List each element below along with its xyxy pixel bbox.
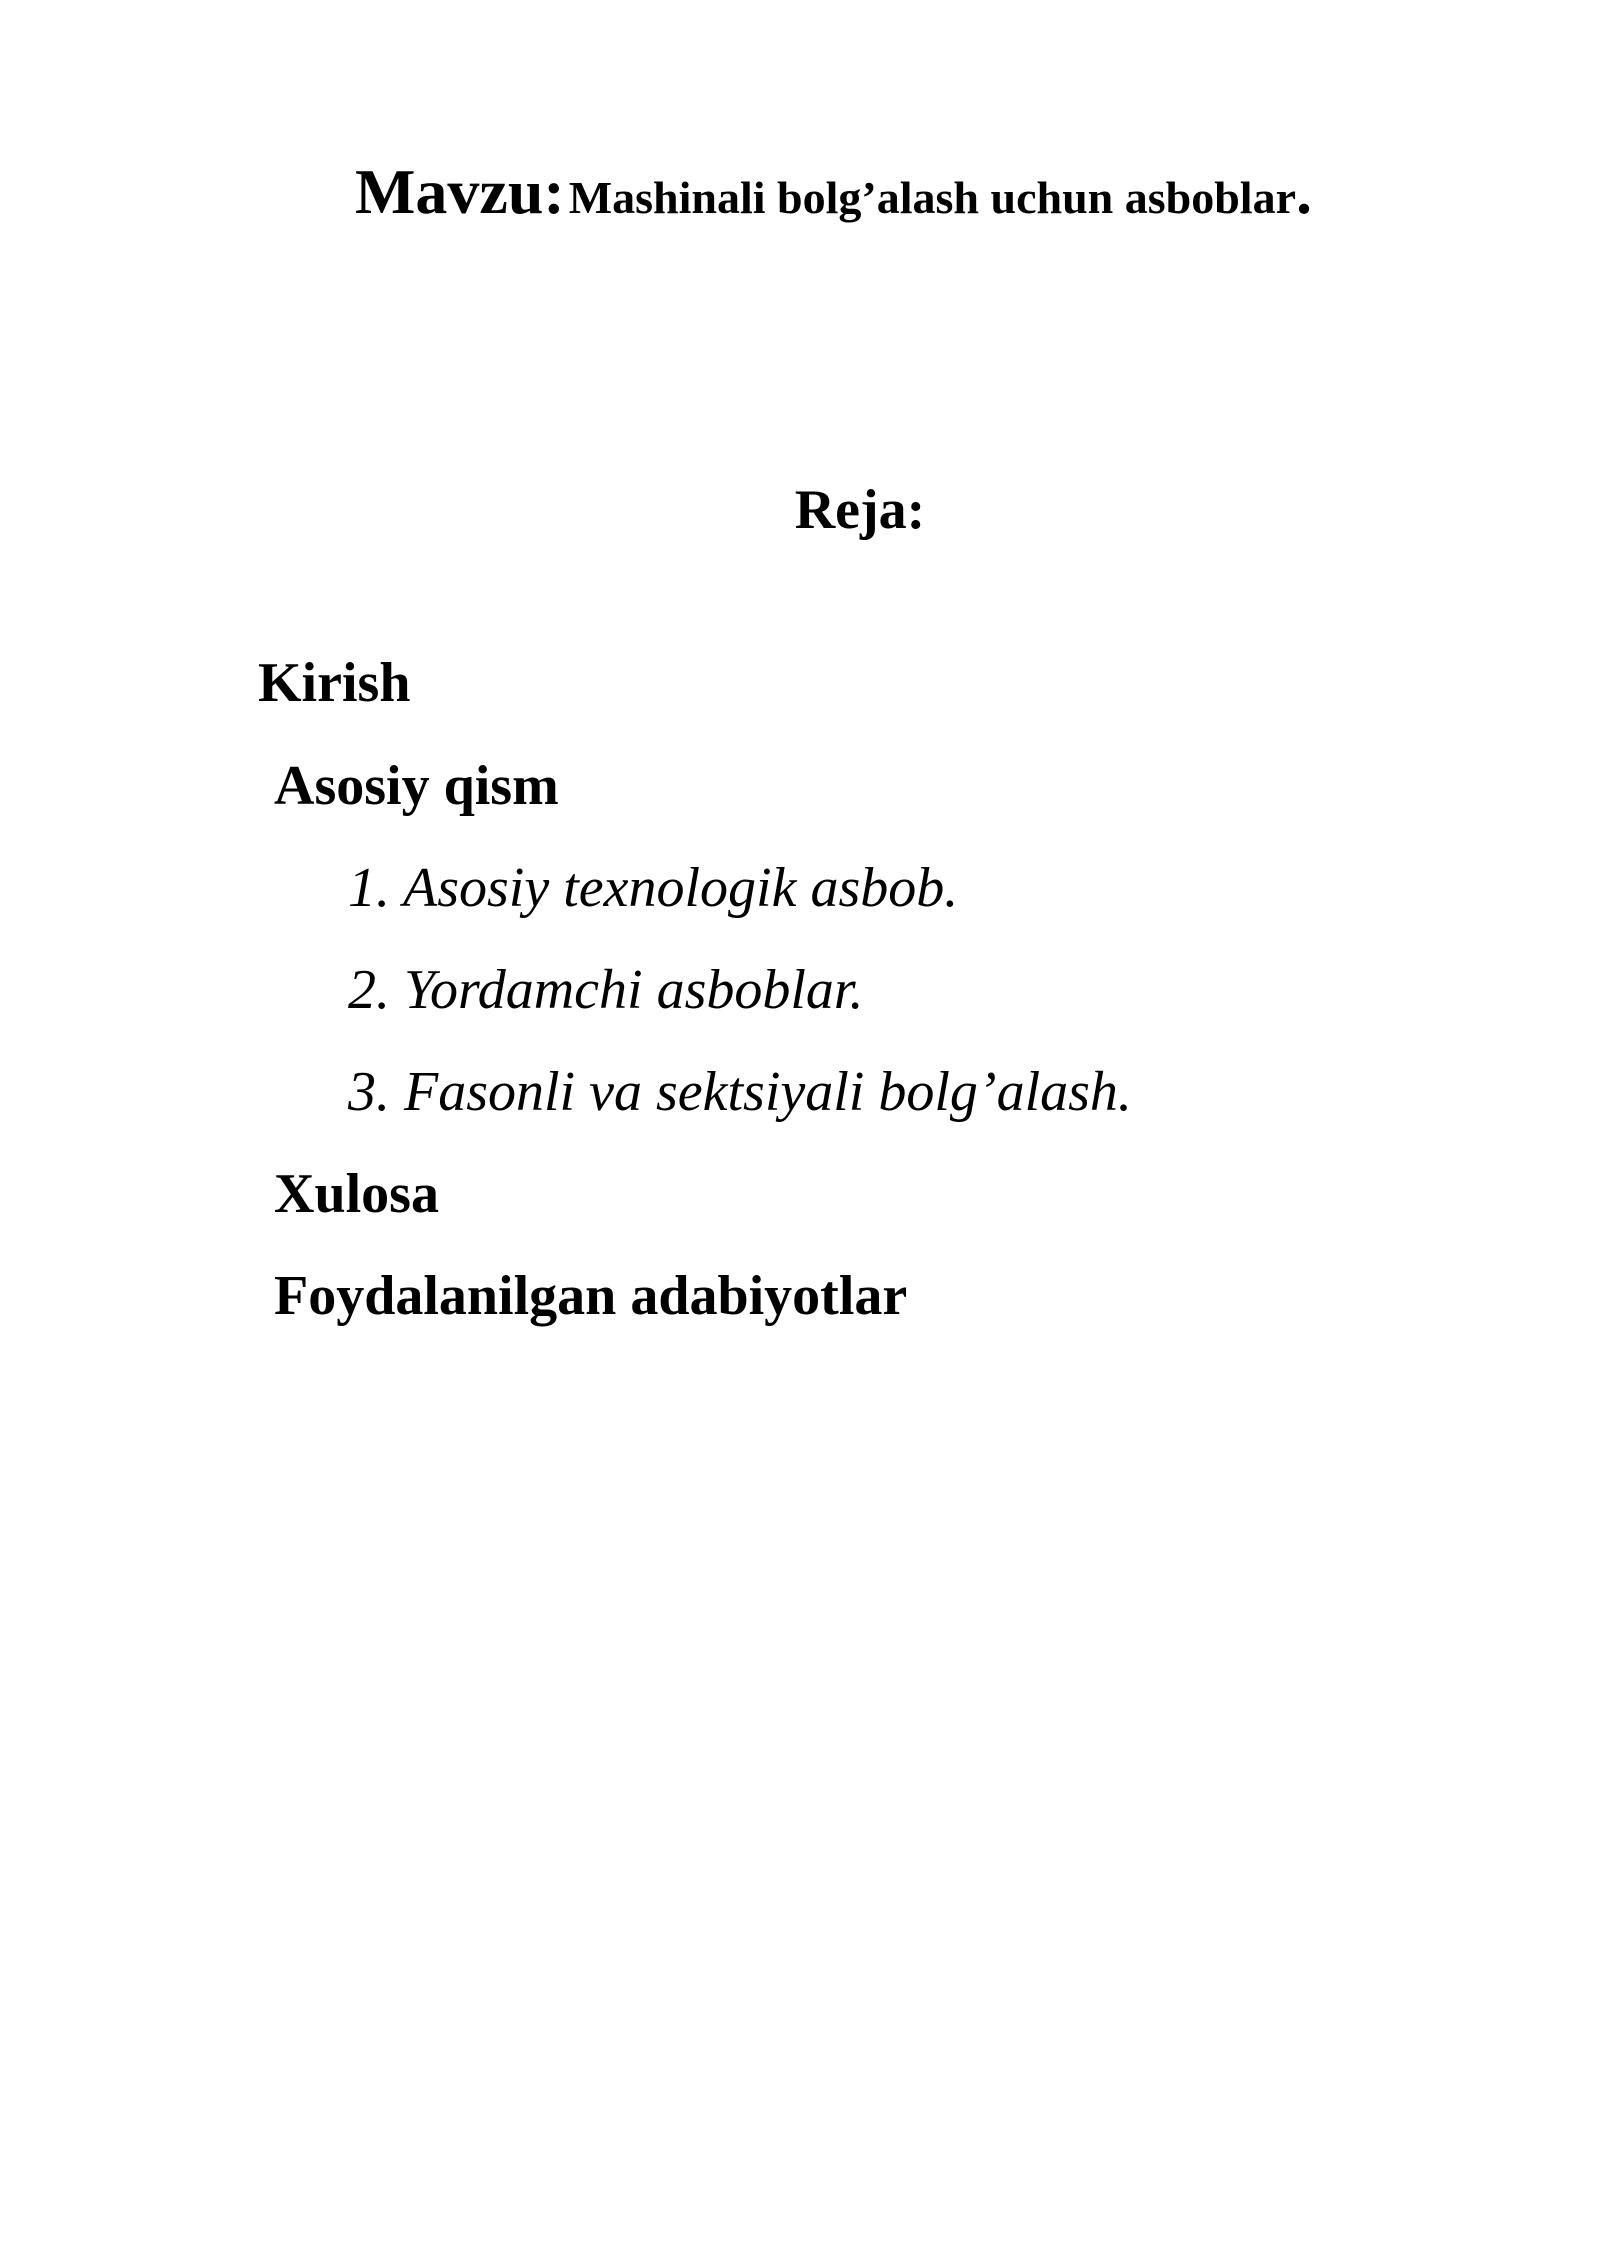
title-text: Mashinali bolg’alash uchun asboblar [568,172,1297,223]
plan-item-references: Foydalanilgan adabiyotlar [274,1265,908,1327]
plan-item-introduction: Kirish [258,652,411,714]
plan-subitem-2: 2. Yordamchi asboblar. [348,959,864,1021]
plan-subitem-1: 1. Asosiy texnologik asbob. [348,857,959,919]
title-label: Mavzu: [355,156,565,227]
plan-item-conclusion: Xulosa [274,1163,439,1225]
plan-subitem-3: 3. Fasonli va sektsiyali bolg’alash. [348,1061,1132,1123]
title-period: . [1296,156,1313,227]
document-title [355,156,1313,227]
plan-heading: Reja: [794,479,926,541]
plan-item-main-part: Asosiy qism [274,755,559,817]
